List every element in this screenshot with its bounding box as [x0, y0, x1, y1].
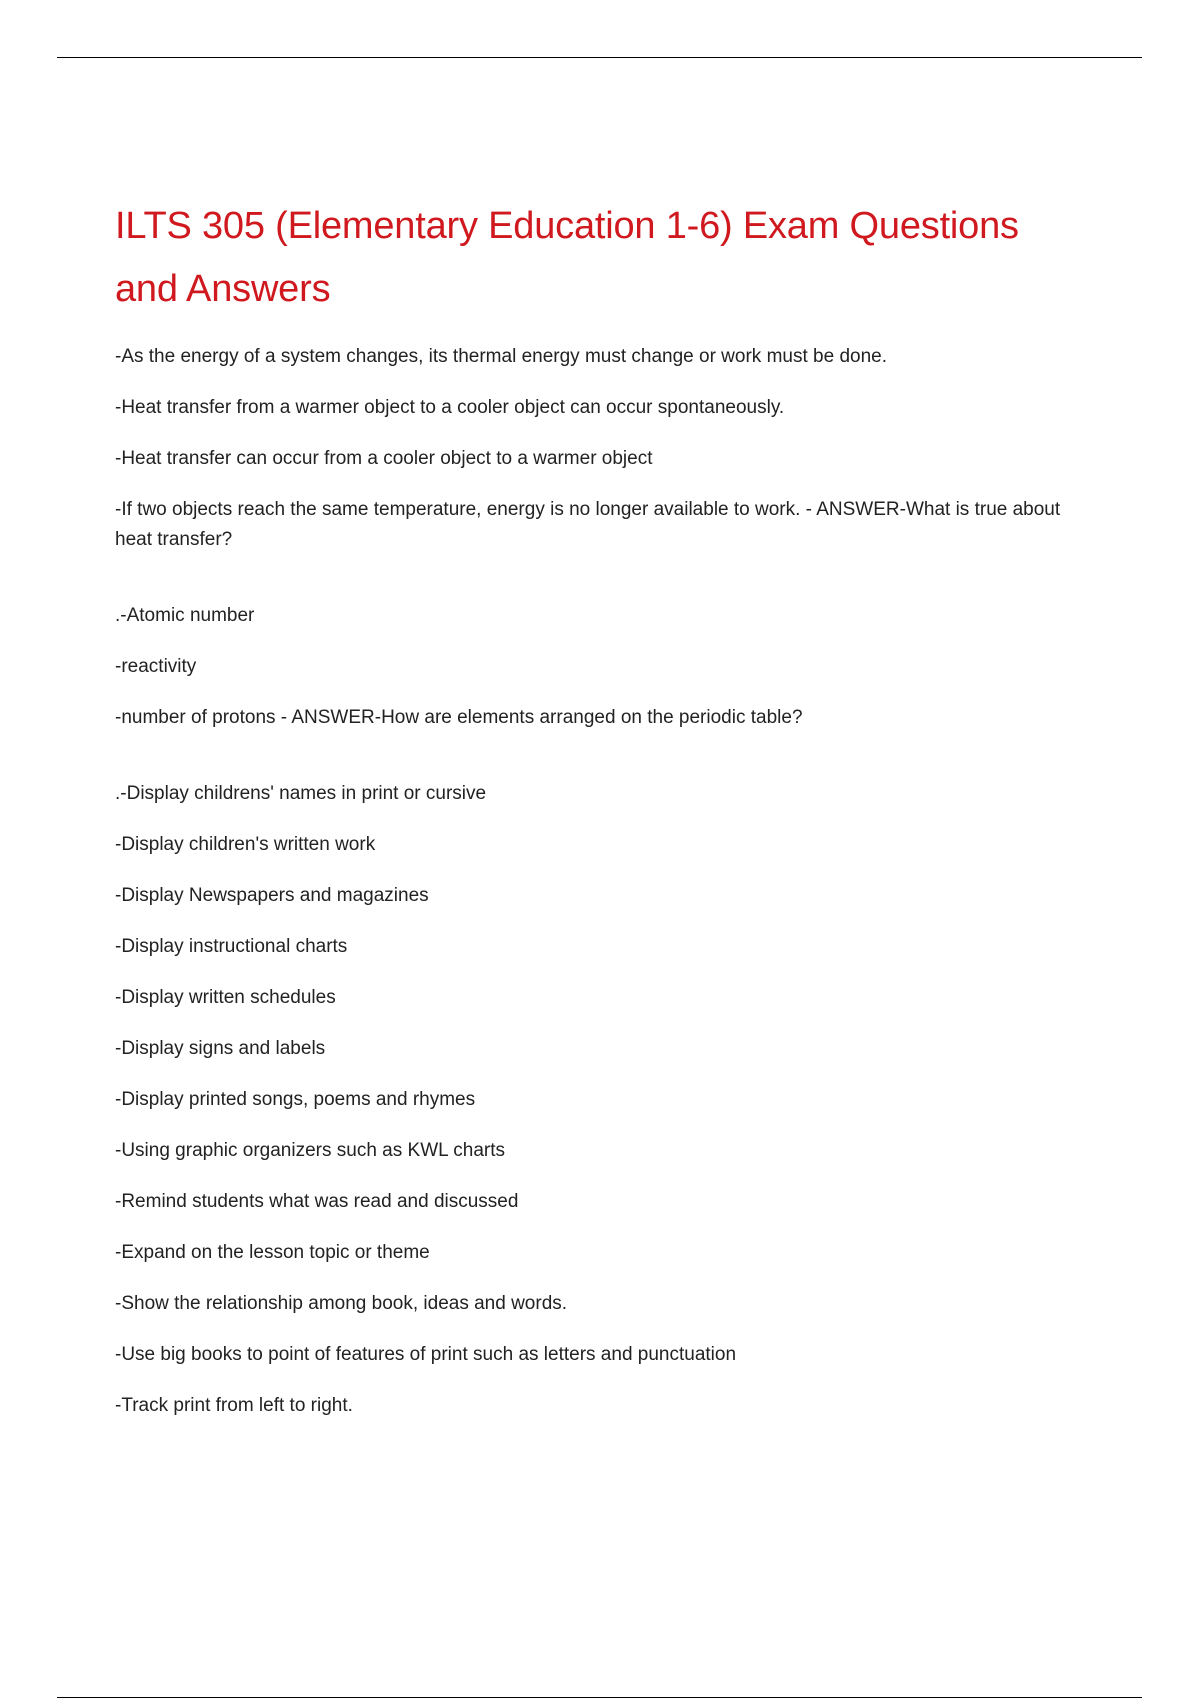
qa-line: -Display printed songs, poems and rhymes [115, 1089, 476, 1110]
qa-line: -Expand on the lesson topic or theme [115, 1242, 430, 1263]
qa-line: -Display written schedules [115, 987, 336, 1008]
qa-line: -Display children's written work [115, 834, 376, 855]
qa-line: -If two objects reach the same temperature, energy is no longer available to work. - ANSWER-What is true about heat transfer? [115, 499, 1061, 550]
qa-line: -Track print from left to right. [115, 1395, 353, 1416]
qa-line: -Using graphic organizers such as KWL charts [115, 1140, 506, 1161]
qa-line: -Remind students what was read and discussed [115, 1191, 519, 1212]
bottom-rule [57, 1697, 1142, 1698]
qa-line: .-Atomic number [115, 605, 255, 626]
qa-line: -reactivity [115, 656, 197, 677]
qa-line: .-Display childrens' names in print or cursive [115, 783, 487, 804]
qa-line: -Display signs and labels [115, 1038, 326, 1059]
qa-line: -Show the relationship among book, ideas and words. [115, 1293, 568, 1314]
qa-line: -Display instructional charts [115, 936, 348, 957]
qa-line: -As the energy of a system changes, its thermal energy must change or work must be done. [115, 346, 887, 367]
qa-line: -Display Newspapers and magazines [115, 885, 429, 906]
top-rule [57, 57, 1142, 58]
qa-block-heat-transfer [115, 342, 1075, 555]
qa-line: -Use big books to point of features of print such as letters and punctuation [115, 1344, 737, 1365]
qa-block-periodic-table [115, 601, 1075, 733]
qa-line: -number of protons - ANSWER-How are elements arranged on the periodic table? [115, 707, 803, 728]
document-body [115, 195, 1075, 1442]
qa-block-print-display [115, 779, 1075, 1421]
qa-line: -Heat transfer from a warmer object to a cooler object can occur spontaneously. [115, 397, 785, 418]
document-title: ILTS 305 (Elementary Education 1-6) Exam Questions and Answers [115, 205, 1019, 310]
qa-line: -Heat transfer can occur from a cooler object to a warmer object [115, 448, 653, 469]
